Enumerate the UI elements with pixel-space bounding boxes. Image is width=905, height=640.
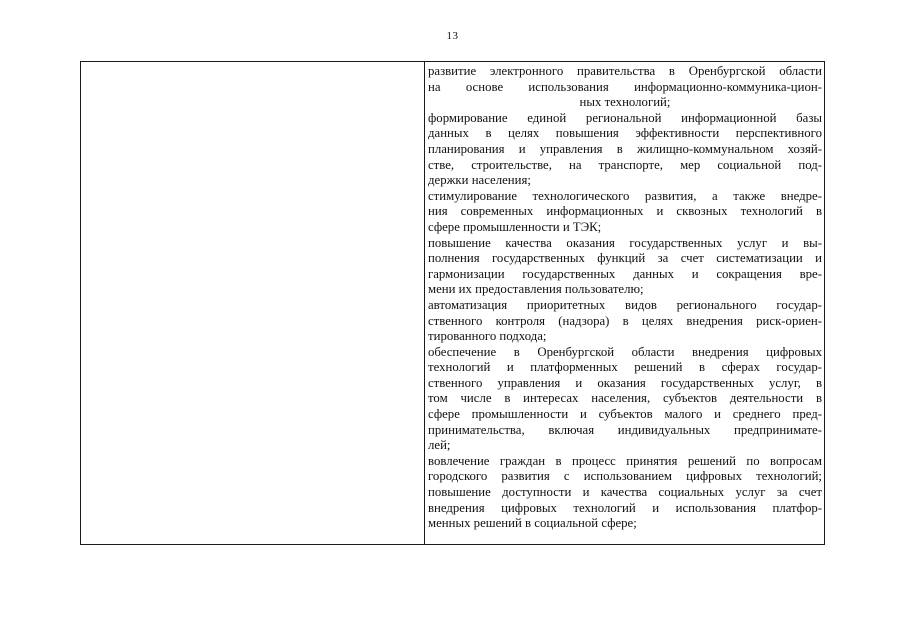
text-line: гармонизации государственных данных и сокращения вре- [428, 266, 822, 281]
text-line: держки населения; [428, 173, 531, 188]
text-line: повышение качества оказания государственных услуг и вы- [428, 235, 822, 250]
text-line: на основе использования информационно-коммуника-цион- [428, 79, 822, 94]
text-line: формирование единой региональной информационной базы [428, 110, 822, 125]
text-line: автоматизация приоритетных видов регионального государ- [428, 297, 822, 312]
text-line: ных технологий; [579, 95, 671, 110]
text-line: развитие электронного правительства в Оренбургской области [428, 64, 822, 78]
text-line: повышение доступности и качества социальных услуг за счет [428, 485, 822, 500]
text-line: лей; [428, 438, 451, 453]
document-table [80, 61, 825, 545]
text-line: сфере промышленности и субъектов малого и среднего пред- [428, 407, 822, 422]
page-number: 13 [446, 30, 459, 42]
text-line: ния современных информационных и сквозных технологий в [428, 204, 822, 219]
column-divider [424, 62, 425, 544]
text-line: принимательства, включая индивидуальных предпринимате- [428, 422, 822, 437]
text-line: менных решений в социальной сфере; [428, 516, 637, 531]
text-line: данных в целях повышения эффективности перспективного [428, 126, 822, 141]
text-line: сфере промышленности и ТЭК; [428, 219, 602, 234]
text-line: ственного управления и оказания государственных услуг, в [428, 375, 822, 390]
text-line: том числе в интересах населения, субъектов деятельности в [428, 391, 822, 406]
text-line: обеспечение в Оренбургской области внедрения цифровых [428, 344, 822, 359]
text-line: технологий и платформенных решений в сферах государ- [428, 360, 822, 375]
text-line: городского развития с использованием цифровых технологий; [428, 469, 822, 484]
text-line: стве, строительстве, на транспорте, мер социальной под- [428, 157, 822, 172]
table-left-cell [81, 62, 424, 544]
text-line: внедрения цифровых технологий и использования платфор- [428, 500, 822, 515]
text-line: ственного контроля (надзора) в целях внедрения риск-ориен- [428, 313, 822, 328]
text-line: планирования и управления в жилищно-коммунальном хозяй- [428, 141, 822, 156]
text-line: тированного подхода; [428, 329, 547, 344]
text-line: мени их предоставления пользователю; [428, 282, 644, 297]
text-line: полнения государственных функций за счет систематизации и [428, 251, 822, 266]
text-line: стимулирование технологического развития, а также внедре- [428, 188, 822, 203]
table-right-cell [428, 64, 822, 532]
text-line: вовлечение граждан в процесс принятия решений по вопросам [428, 453, 822, 468]
